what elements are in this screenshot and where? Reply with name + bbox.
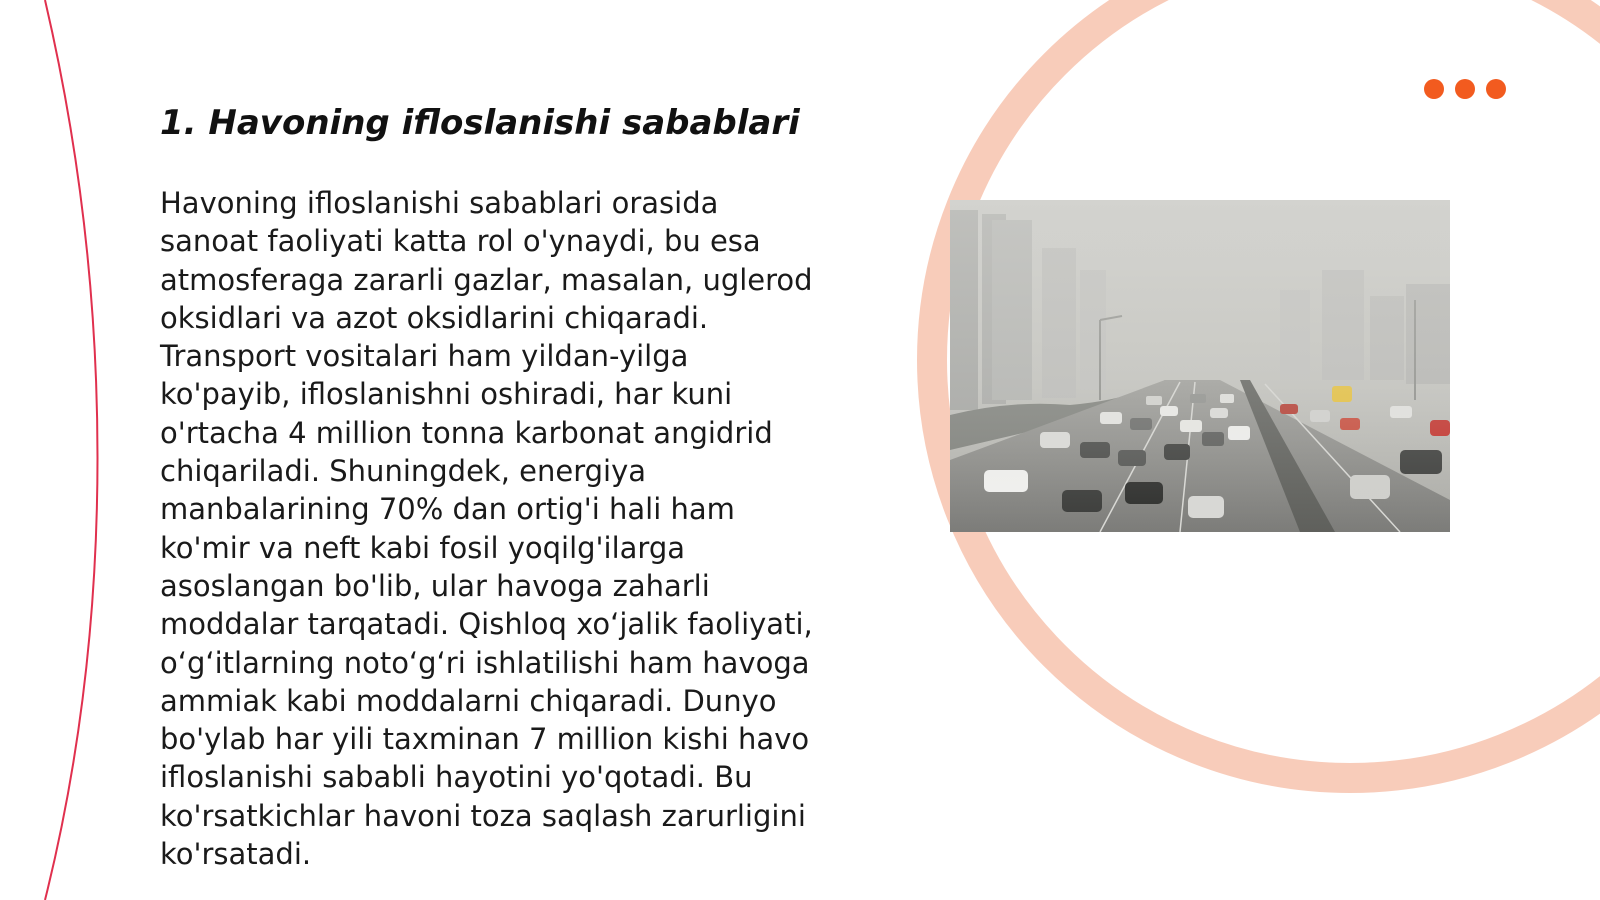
body-line: ko'rsatadi. (160, 837, 312, 872)
slide-title: 1. Havoning ifloslanishi sabablari (160, 103, 800, 143)
body-line: ko'rsatkichlar havoni toza saqlash zarurligini (160, 798, 806, 833)
body-line: ko'payib, ifloslanishni oshiradi, har kuni (160, 377, 733, 412)
body-line: ifloslanishi sababli hayotini yo'qotadi. Bu (160, 760, 753, 795)
body-line: asoslangan bo'lib, ular havoga zaharli (160, 568, 710, 603)
body-line: atmosferaga zararli gazlar, masalan, uglerod (160, 262, 813, 297)
body-line: Transport vositalari ham yildan-yilga (160, 339, 689, 374)
dot-1 (1424, 79, 1444, 99)
body-line: o'rtacha 4 million tonna karbonat angidrid (160, 415, 773, 450)
red-edge-curve (45, 0, 98, 900)
body-line: Havoning ifloslanishi sabablari orasida (160, 186, 719, 220)
body-line: bo'ylab har yili taxminan 7 million kishi havo (160, 722, 810, 757)
dot-2 (1455, 79, 1475, 99)
body-line: o‘g‘itlarning noto‘g‘ri ishlatilishi ham havoga (160, 645, 810, 680)
slide-body-text (160, 184, 840, 873)
decorative-dots (1424, 79, 1506, 99)
body-line: chiqariladi. Shuningdek, energiya (160, 454, 647, 489)
body-line: moddalar tarqatadi. Qishloq xo‘jalik faoliyati, (160, 607, 813, 642)
body-line: manbalarining 70% dan ortig'i hali ham (160, 492, 735, 527)
body-line: sanoat faoliyati katta rol o'ynaydi, bu esa (160, 224, 761, 259)
body-line: oksidlari va azot oksidlarini chiqaradi. (160, 300, 709, 335)
body-line: ammiak kabi moddalarni chiqaradi. Dunyo (160, 683, 777, 718)
dot-3 (1486, 79, 1506, 99)
smog-highway-photo (950, 200, 1450, 532)
body-line: ko'mir va neft kabi fosil yoqilg'ilarga (160, 530, 686, 565)
